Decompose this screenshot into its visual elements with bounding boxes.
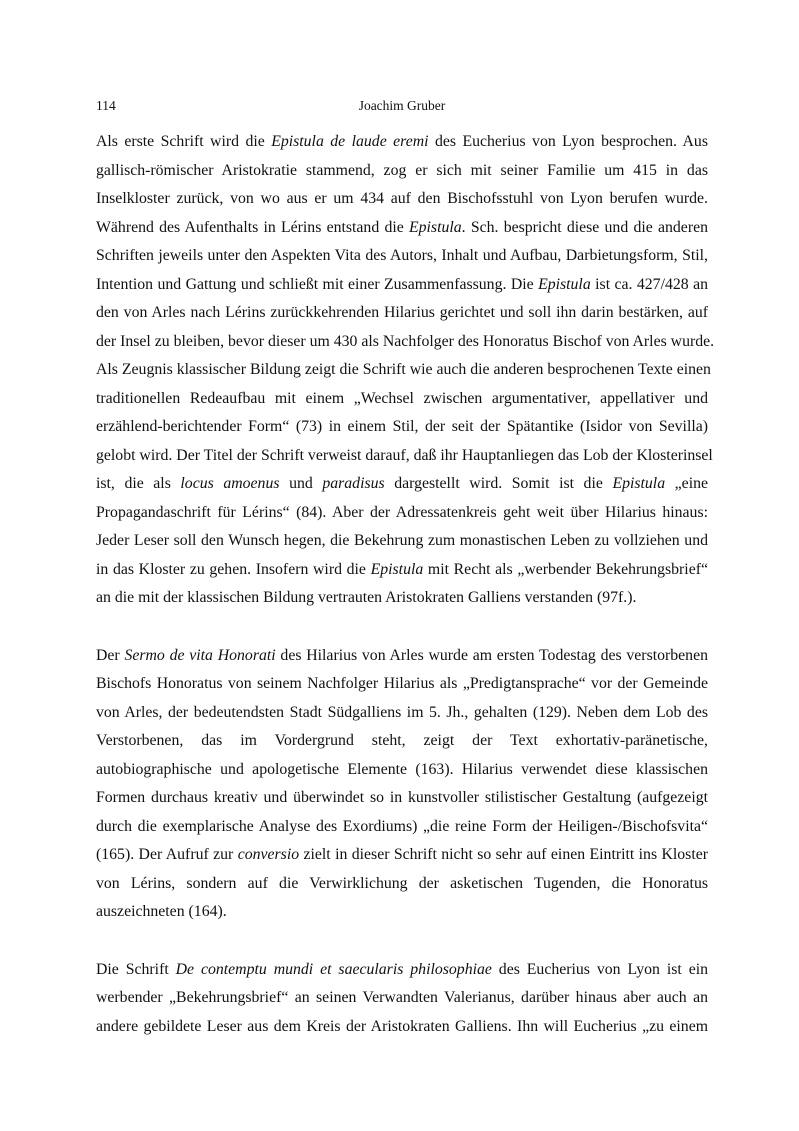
text-line (96, 556, 708, 585)
text-run: Als erste Schrift wird die (96, 133, 272, 150)
text-line (96, 956, 708, 985)
text-line (96, 385, 708, 414)
text-line (96, 356, 711, 385)
text-run: gelobt wird. Der Titel der Schrift verweist darauf, daß ihr Hauptanliegen das Lob der Klosterinsel (96, 446, 713, 464)
text-run: Intention und Gattung und schließt mit einer Zusammenfassung. Die (96, 275, 539, 293)
text-run: Formen durchaus kreativ und überwindet so in kunstvoller stilistischer Gestaltung (aufgezeigt (96, 789, 708, 806)
text-run: an die mit der klassischen Bildung vertrauten Aristokraten Galliens verstanden (97f.). (96, 589, 637, 606)
text-line (96, 1013, 708, 1042)
italic-title: Epistula (408, 218, 462, 236)
text-line (96, 271, 708, 300)
text-run: „eine (665, 475, 708, 492)
italic-title: Epistula (370, 560, 424, 578)
text-run: des Eucherius von Lyon besprochen. Aus (428, 133, 708, 150)
text-line (96, 898, 708, 927)
text-line (96, 642, 708, 671)
italic-title: Sermo de vita Honorati (124, 646, 276, 664)
text-run: Schriften jeweils unter den Aspekten Vita des Autors, Inhalt und Aufbau, Darbietungsform, Stil, (96, 247, 708, 264)
page-header (96, 96, 708, 116)
text-line (96, 128, 708, 157)
paragraph-3 (96, 956, 708, 1042)
text-run: erzählend-berichtender Form“ (73) in einem Stil, der seit der Spätantike (Isidor von Sevilla) (96, 418, 708, 435)
text-line (96, 214, 708, 243)
text-run: und (279, 475, 323, 492)
italic-title: Epistula (612, 475, 666, 492)
text-run: andere gebildete Leser aus dem Kreis der Aristokraten Galliens. Ihn will Eucherius „zu einem (96, 1017, 708, 1035)
text-run: autobiographische und apologetische Elemente (163). Hilarius verwendet diese klassischen (96, 760, 708, 778)
text-run: Verstorbenen, das im Vordergrund steht, zeigt der Text exhortativ-paränetische, (96, 732, 708, 749)
text-line (96, 185, 708, 214)
text-run: (165). Der Aufruf zur (96, 846, 238, 863)
text-run: Jeder Leser soll den Wunsch hegen, die Bekehrung zum monastischen Leben zu vollziehen und (96, 532, 708, 549)
text-line (96, 527, 708, 556)
text-line (96, 670, 708, 699)
text-line (96, 157, 708, 186)
text-run: in das Kloster zu gehen. Insofern wird die (96, 560, 371, 578)
paragraph-1 (96, 128, 715, 613)
text-line (96, 242, 708, 271)
text-run: mit Recht als „werbender Bekehrungsbrief“ (423, 560, 708, 578)
text-line (96, 584, 708, 613)
text-line (96, 784, 708, 813)
text-run: auszeichneten (164). (96, 903, 227, 920)
text-line (96, 756, 708, 785)
italic-title: Epistula de laude eremi (271, 133, 429, 150)
text-run: Die Schrift (96, 960, 176, 978)
text-run: Während des Aufenthalts in Lérins entstand die (96, 218, 409, 236)
italic-title: conversio (237, 846, 300, 863)
page-number: 114 (96, 98, 116, 113)
text-run: ist ca. 427/428 an (590, 275, 708, 293)
text-run: dargestellt wird. Somit ist die (384, 475, 613, 492)
text-run: des Hilarius von Arles wurde am ersten Todestag des verstorbenen (275, 646, 708, 664)
text-line (96, 470, 708, 499)
text-run: den von Arles nach Lérins zurückkehrenden Hilarius gerichtet und soll ihn darin bestärken, auf (96, 304, 708, 321)
paragraph-2 (96, 642, 708, 927)
text-run: werbender „Bekehrungsbrief“ an seinen Verwandten Valerianus, darüber hinaus aber auch an (96, 989, 708, 1006)
text-line (96, 727, 708, 756)
text-run: der Insel zu bleiben, bevor dieser um 430 als Nachfolger des Honoratus Bischof von Arles wurde. (96, 332, 715, 350)
text-line (96, 984, 708, 1013)
text-line (96, 870, 708, 899)
text-run: . Sch. bespricht diese und die anderen (461, 218, 708, 236)
italic-title: locus amoenus (180, 475, 280, 492)
italic-title: De contemptu mundi et saecularis philosophiae (175, 960, 492, 978)
paragraph-gap (96, 613, 708, 642)
text-run: zielt in dieser Schrift nicht so sehr auf einen Eintritt ins Kloster (299, 846, 708, 863)
text-run: von Arles, der bedeutendsten Stadt Südgalliens im 5. Jh., gehalten (129). Neben dem Lob des (96, 703, 708, 721)
text-run: von Lérins, sondern auf die Verwirklichung der asketischen Tugenden, die Honoratus (96, 874, 708, 892)
text-run: traditionellen Redeaufbau mit einem „Wechsel zwischen argumentativer, appellativer und (96, 389, 708, 407)
text-run: Propagandaschrift für Lérins“ (84). Aber der Adressatenkreis geht weit über Hilarius hinaus: (96, 503, 708, 521)
text-line (96, 841, 708, 870)
italic-title: paradisus (322, 475, 385, 492)
text-line (96, 699, 708, 728)
text-run: Inselkloster zurück, von wo aus er um 434 auf den Bischofsstuhl von Lyon berufen wurde. (96, 190, 708, 207)
text-line (96, 499, 708, 528)
text-run: Der (96, 646, 125, 664)
running-head-author: Joachim Gruber (358, 98, 446, 113)
body-text (96, 128, 715, 1041)
italic-title: Epistula (538, 275, 591, 293)
text-run: gallisch-römischer Aristokratie stammend, zog er sich mit seiner Familie um 415 in das (96, 161, 708, 179)
text-line (96, 442, 713, 471)
text-line (96, 299, 708, 328)
text-line (96, 813, 708, 842)
text-run: Als Zeugnis klassischer Bildung zeigt die Schrift wie auch die anderen besprochenen Texte einen (96, 361, 711, 378)
text-run: Bischofs Honoratus von seinem Nachfolger Hilarius als „Predigtansprache“ vor der Gemeinde (96, 675, 708, 692)
paragraph-gap (96, 927, 708, 956)
text-run: durch die exemplarische Analyse des Exordiums) „die reine Form der Heiligen-/Bischofsvita“ (96, 817, 708, 835)
text-run: des Eucherius von Lyon ist ein (491, 960, 708, 978)
text-run: ist, die als (96, 475, 181, 492)
text-line (96, 328, 715, 357)
text-line (96, 413, 708, 442)
